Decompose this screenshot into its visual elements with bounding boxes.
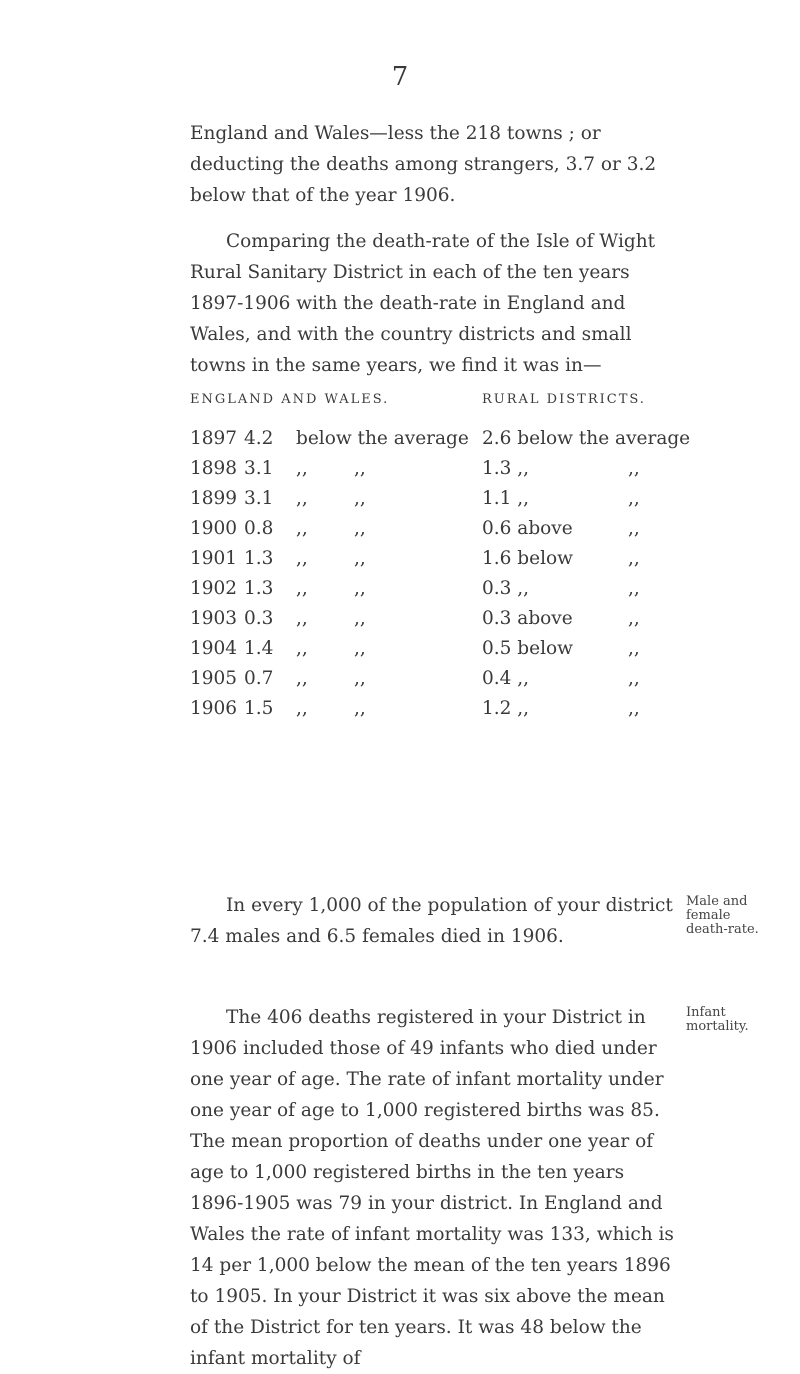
- row-england-wales-ditto: ,,: [354, 578, 366, 599]
- row-year: 1898: [190, 458, 238, 479]
- paragraph-3: In every 1,000 of the population of your district 7.4 males and 6.5 females died in 1906.: [190, 895, 673, 947]
- row-england-wales-value: 4.2: [244, 428, 274, 449]
- row-england-wales-desc: ,,: [296, 638, 308, 659]
- page-number: 7: [391, 62, 409, 92]
- row-england-wales-value: 0.7: [244, 668, 274, 689]
- row-england-wales-value: 1.5: [244, 698, 274, 719]
- row-england-wales-value: 3.1: [244, 458, 274, 479]
- row-england-wales-ditto: ,,: [354, 638, 366, 659]
- row-rural-ditto: ,,: [628, 578, 640, 599]
- margin-note-infant-mortality: [686, 1006, 749, 1034]
- row-year: 1899: [190, 488, 238, 509]
- row-rural-ditto: ,,: [628, 668, 640, 689]
- row-rural-value: 2.6 below the average: [482, 428, 691, 449]
- row-england-wales-desc: ,,: [296, 458, 308, 479]
- row-england-wales-ditto: ,,: [354, 608, 366, 629]
- table-header-rural-districts: RURAL DISTRICTS.: [482, 392, 646, 407]
- row-year: 1897: [190, 428, 238, 449]
- row-year: 1906: [190, 698, 238, 719]
- row-england-wales-desc: ,,: [296, 668, 308, 689]
- row-england-wales-value: 0.3: [244, 608, 274, 629]
- row-england-wales-value: 0.8: [244, 518, 274, 539]
- row-england-wales-value: 1.4: [244, 638, 274, 659]
- row-england-wales-desc: ,,: [296, 488, 308, 509]
- table-row: [190, 694, 680, 724]
- margin-note-line: death-rate.: [686, 922, 759, 937]
- table-row: [190, 514, 680, 544]
- table-row: [190, 424, 691, 454]
- row-year: 1901: [190, 548, 238, 569]
- row-england-wales-ditto: ,,: [354, 698, 366, 719]
- row-england-wales-ditto: ,,: [354, 548, 366, 569]
- table-row: [190, 634, 680, 664]
- paragraph-4: The 406 deaths registered in your District in 1906 included those of 49 infants who died under one year of age. The rate of infant mortality under one year of age to 1,000 registered births was 85. The mean proportion of deaths under one year of age to 1,000 registered births in the ten years 1896-1905 was 79 in your district. In England and Wales the rate of infant mortality was 133, which is 14 per 1,000 below the mean of the ten years 1896 to 1905. In your District it was six above the mean of the District for ten years. It was 48 below the infant mortality of: [190, 1007, 674, 1369]
- row-rural-value: 1.1 ,,: [482, 488, 530, 509]
- table-row: [190, 454, 680, 484]
- table-row: [190, 484, 680, 514]
- row-year: 1902: [190, 578, 238, 599]
- margin-note-death-rate: [686, 895, 759, 937]
- row-rural-ditto: ,,: [628, 548, 640, 569]
- row-rural-value: 1.6 below: [482, 548, 573, 569]
- row-rural-ditto: ,,: [628, 488, 640, 509]
- row-rural-value: 1.3 ,,: [482, 458, 530, 479]
- row-year: 1900: [190, 518, 238, 539]
- row-england-wales-value: 1.3: [244, 578, 274, 599]
- paragraph-1: England and Wales—less the 218 towns ; or deducting the deaths among strangers, 3.7 or 3.2 below that of the year 1906.: [190, 123, 657, 206]
- margin-note-line: Infant: [686, 1005, 726, 1020]
- row-england-wales-ditto: ,,: [354, 488, 366, 509]
- death-rate-comparison-table: [190, 424, 691, 724]
- row-rural-ditto: ,,: [628, 608, 640, 629]
- row-rural-value: 0.3 above: [482, 608, 573, 629]
- row-england-wales-desc: below the average: [296, 428, 469, 449]
- row-england-wales-desc: ,,: [296, 548, 308, 569]
- row-rural-value: 0.5 below: [482, 638, 573, 659]
- row-england-wales-desc: ,,: [296, 608, 308, 629]
- row-year: 1903: [190, 608, 238, 629]
- row-rural-value: 1.2 ,,: [482, 698, 530, 719]
- row-rural-value: 0.6 above: [482, 518, 573, 539]
- row-rural-value: 0.3 ,,: [482, 578, 530, 599]
- row-england-wales-desc: ,,: [296, 698, 308, 719]
- table-row: [190, 604, 680, 634]
- row-year: 1904: [190, 638, 238, 659]
- row-rural-ditto: ,,: [628, 698, 640, 719]
- row-england-wales-desc: ,,: [296, 518, 308, 539]
- margin-note-line: Male and: [686, 894, 748, 909]
- row-england-wales-desc: ,,: [296, 578, 308, 599]
- table-header-england-wales: ENGLAND AND WALES.: [190, 392, 390, 407]
- table-row: [190, 574, 680, 604]
- margin-note-line: female: [686, 908, 731, 923]
- row-england-wales-ditto: ,,: [354, 518, 366, 539]
- row-rural-value: 0.4 ,,: [482, 668, 530, 689]
- row-england-wales-value: 1.3: [244, 548, 274, 569]
- table-row: [190, 664, 680, 694]
- row-rural-ditto: ,,: [628, 518, 640, 539]
- row-england-wales-ditto: ,,: [354, 668, 366, 689]
- paragraph-2: Comparing the death-rate of the Isle of Wight Rural Sanitary District in each of the ten years 1897-1906 with the death-rate in England and Wales, and with the country districts and small towns in the same years, we find it was in—: [190, 231, 656, 376]
- row-england-wales-ditto: ,,: [354, 458, 366, 479]
- row-england-wales-value: 3.1: [244, 488, 274, 509]
- table-row: [190, 544, 680, 574]
- row-rural-ditto: ,,: [628, 638, 640, 659]
- row-year: 1905: [190, 668, 238, 689]
- row-rural-ditto: ,,: [628, 458, 640, 479]
- margin-note-line: mortality.: [686, 1019, 749, 1034]
